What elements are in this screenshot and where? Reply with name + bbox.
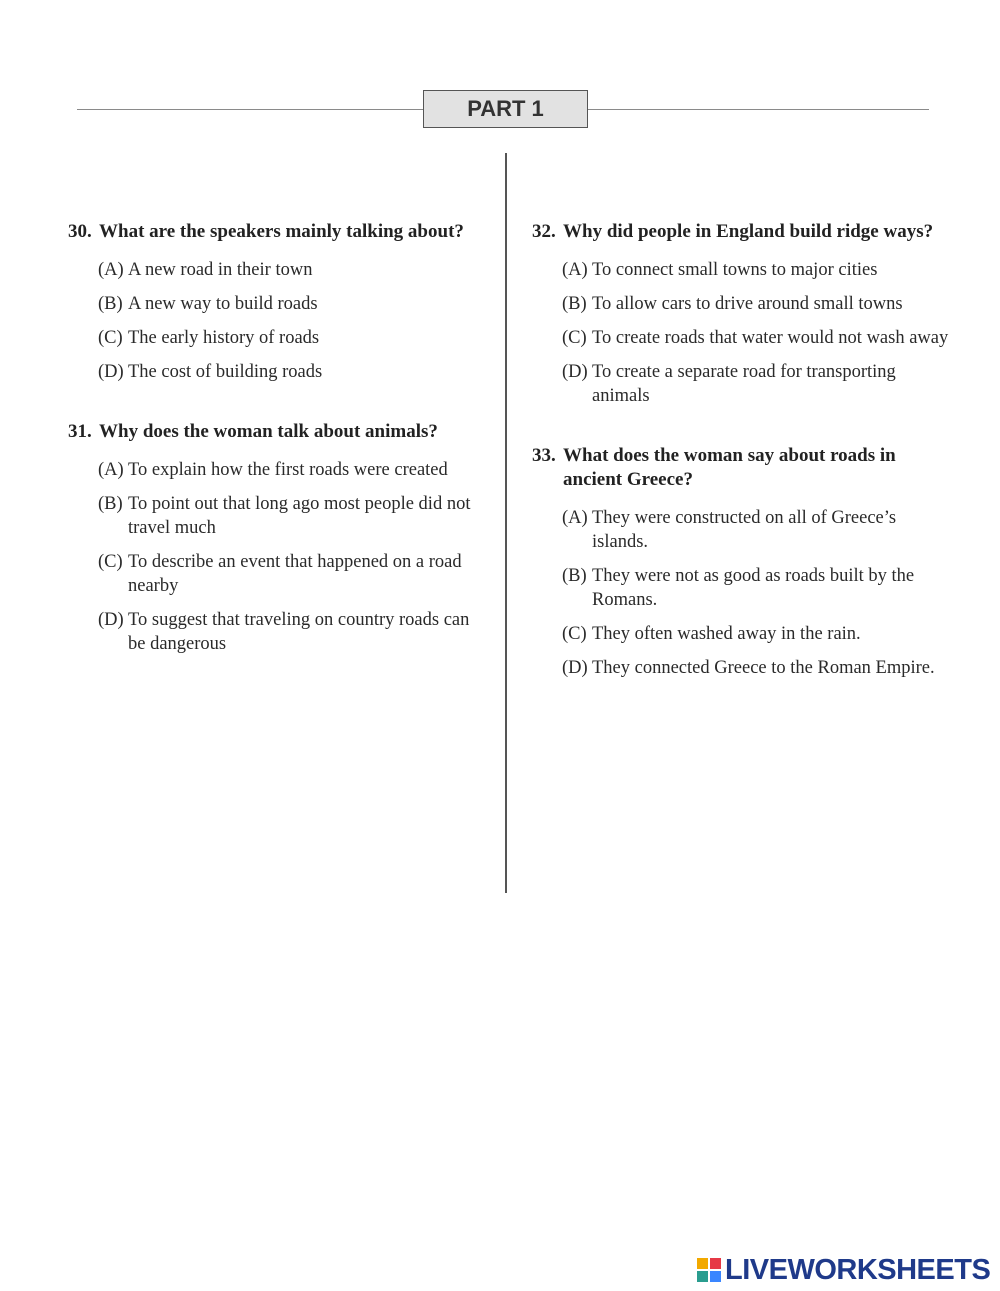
option-b[interactable] bbox=[98, 292, 478, 316]
logo-block bbox=[697, 1271, 708, 1282]
left-column bbox=[68, 220, 478, 692]
option-text: The early history of roads bbox=[128, 328, 320, 348]
answer-options bbox=[98, 458, 478, 656]
option-letter: (C) bbox=[98, 552, 123, 572]
logo-blocks-icon bbox=[697, 1258, 721, 1282]
option-text: To create a separate road for transporting animals bbox=[592, 362, 896, 406]
column-divider bbox=[505, 153, 507, 893]
option-d[interactable] bbox=[98, 360, 478, 384]
option-text: To allow cars to drive around small towns bbox=[592, 294, 903, 314]
part-title: PART 1 bbox=[423, 90, 588, 128]
option-letter: (A) bbox=[562, 260, 588, 280]
question-stem bbox=[532, 444, 952, 492]
question-text: What are the speakers mainly talking about? bbox=[99, 221, 464, 242]
option-a[interactable] bbox=[562, 506, 952, 554]
option-letter: (A) bbox=[98, 460, 124, 480]
option-d[interactable] bbox=[562, 656, 952, 680]
question-text: Why did people in England build ridge ways? bbox=[563, 221, 934, 242]
option-letter: (D) bbox=[98, 362, 124, 382]
question-stem bbox=[532, 220, 952, 244]
question-33 bbox=[532, 444, 952, 680]
answer-options bbox=[98, 258, 478, 384]
option-a[interactable] bbox=[98, 458, 478, 482]
option-letter: (B) bbox=[562, 294, 587, 314]
option-letter: (D) bbox=[562, 658, 588, 678]
question-text: Why does the woman talk about animals? bbox=[99, 421, 438, 442]
option-d[interactable] bbox=[98, 608, 478, 656]
option-text: A new road in their town bbox=[128, 260, 313, 280]
option-c[interactable] bbox=[98, 550, 478, 598]
option-letter: (B) bbox=[562, 566, 587, 586]
option-text: To create roads that water would not wash away bbox=[592, 328, 949, 348]
option-text: They connected Greece to the Roman Empire. bbox=[592, 658, 935, 678]
option-text: To point out that long ago most people did not travel much bbox=[128, 494, 471, 538]
question-30 bbox=[68, 220, 478, 384]
option-c[interactable] bbox=[562, 326, 952, 350]
option-text: They often washed away in the rain. bbox=[592, 624, 861, 644]
question-number: 33. bbox=[532, 445, 556, 466]
option-letter: (D) bbox=[562, 362, 588, 382]
option-letter: (A) bbox=[562, 508, 588, 528]
right-column bbox=[532, 220, 952, 716]
liveworksheets-logo[interactable] bbox=[697, 1254, 990, 1286]
option-c[interactable] bbox=[98, 326, 478, 350]
option-letter: (D) bbox=[98, 610, 124, 630]
answer-options bbox=[562, 506, 952, 680]
option-a[interactable] bbox=[98, 258, 478, 282]
question-text: What does the woman say about roads in ancient Greece? bbox=[563, 445, 896, 490]
logo-block bbox=[697, 1258, 708, 1269]
question-31 bbox=[68, 420, 478, 656]
option-d[interactable] bbox=[562, 360, 952, 408]
option-b[interactable] bbox=[562, 292, 952, 316]
option-letter: (B) bbox=[98, 494, 123, 514]
option-letter: (B) bbox=[98, 294, 123, 314]
option-letter: (C) bbox=[562, 328, 587, 348]
option-text: The cost of building roads bbox=[128, 362, 323, 382]
option-text: They were not as good as roads built by the Romans. bbox=[592, 566, 915, 610]
option-text: To explain how the first roads were created bbox=[128, 460, 448, 480]
option-b[interactable] bbox=[98, 492, 478, 540]
question-stem bbox=[68, 220, 478, 244]
answer-options bbox=[562, 258, 952, 408]
option-letter: (C) bbox=[562, 624, 587, 644]
option-text: To connect small towns to major cities bbox=[592, 260, 878, 280]
logo-block bbox=[710, 1271, 721, 1282]
question-number: 30. bbox=[68, 221, 92, 242]
question-32 bbox=[532, 220, 952, 408]
option-letter: (A) bbox=[98, 260, 124, 280]
question-stem bbox=[68, 420, 478, 444]
header-rule-left bbox=[77, 109, 424, 110]
question-number: 31. bbox=[68, 421, 92, 442]
option-a[interactable] bbox=[562, 258, 952, 282]
question-number: 32. bbox=[532, 221, 556, 242]
logo-block bbox=[710, 1258, 721, 1269]
option-text: To suggest that traveling on country roads can be dangerous bbox=[128, 610, 470, 654]
option-b[interactable] bbox=[562, 564, 952, 612]
option-text: To describe an event that happened on a road nearby bbox=[128, 552, 462, 596]
header-rule-right bbox=[588, 109, 929, 110]
option-c[interactable] bbox=[562, 622, 952, 646]
option-text: They were constructed on all of Greece’s islands. bbox=[592, 508, 897, 552]
logo-text: LIVEWORKSHEETS bbox=[725, 1253, 991, 1286]
option-text: A new way to build roads bbox=[128, 294, 318, 314]
option-letter: (C) bbox=[98, 328, 123, 348]
